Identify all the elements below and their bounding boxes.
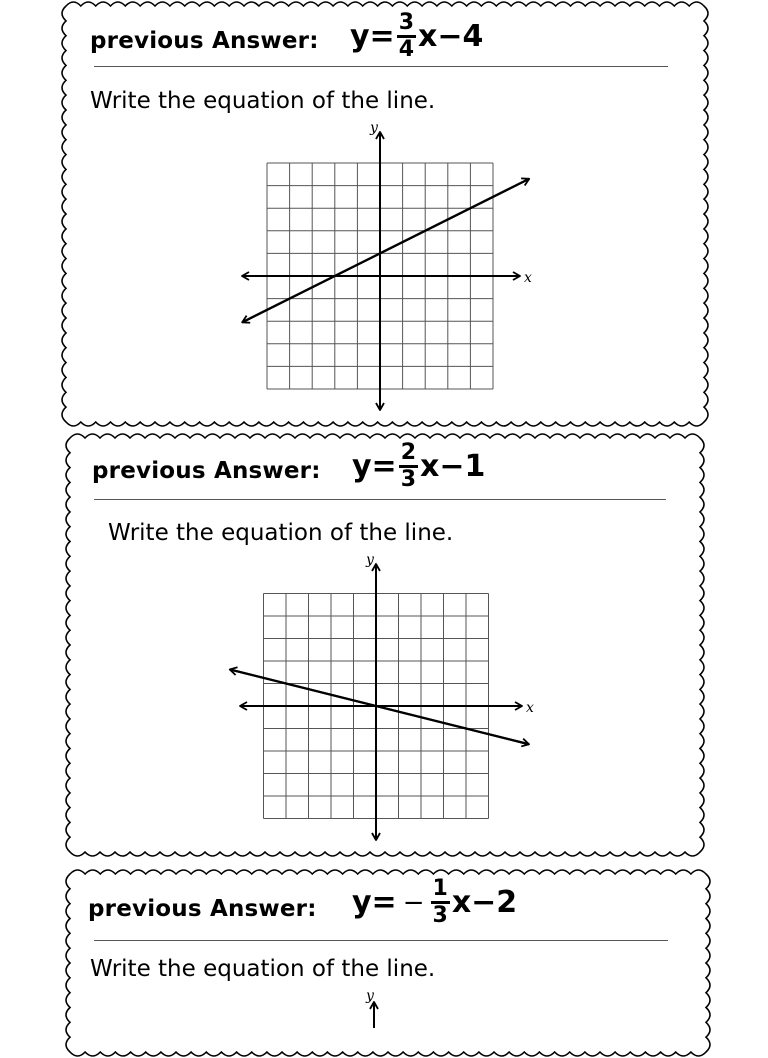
task-card-1 [60, 0, 710, 428]
x-axis-label: x [526, 700, 534, 716]
fraction-denominator: 4 [398, 37, 415, 62]
y-axis-partial [354, 988, 394, 1028]
fraction-denominator: 3 [432, 903, 448, 928]
y-axis-label: y [366, 988, 374, 1004]
x-axis-label: x [524, 270, 532, 286]
fraction [399, 442, 418, 491]
previous-answer-equation [352, 442, 485, 491]
fraction [431, 878, 450, 927]
instruction-text: Write the equation of the line. [108, 520, 454, 546]
divider-line [94, 940, 668, 941]
fraction [397, 12, 416, 61]
previous-answer-equation [352, 878, 517, 927]
previous-answer-label: previous Answer: [92, 458, 321, 484]
divider-line [94, 499, 666, 500]
fraction-denominator: 3 [400, 467, 417, 492]
equation-prefix: y= [352, 449, 397, 484]
equation-suffix: x−1 [420, 449, 486, 484]
negative-sign: − [402, 887, 425, 918]
y-axis-label: y [370, 120, 378, 136]
fraction-numerator: 1 [431, 878, 450, 904]
fraction-numerator: 2 [399, 442, 418, 468]
equation-suffix: x−2 [451, 885, 518, 920]
coordinate-graph [228, 552, 534, 844]
equation-suffix: x−4 [418, 19, 484, 54]
task-card-3 [64, 868, 712, 1058]
y-axis-label: y [366, 552, 374, 568]
plotted-line [242, 179, 529, 323]
instruction-text: Write the equation of the line. [90, 956, 436, 982]
instruction-text: Write the equation of the line. [90, 88, 436, 114]
task-card-2 [64, 432, 706, 858]
fraction-numerator: 3 [397, 12, 416, 38]
equation-prefix: y= [350, 19, 395, 54]
previous-answer-label: previous Answer: [88, 896, 317, 922]
coordinate-graph [230, 122, 530, 414]
divider-line [94, 66, 668, 67]
equation-prefix: y= [352, 885, 397, 920]
previous-answer-equation [350, 12, 483, 61]
previous-answer-label: previous Answer: [90, 28, 319, 54]
